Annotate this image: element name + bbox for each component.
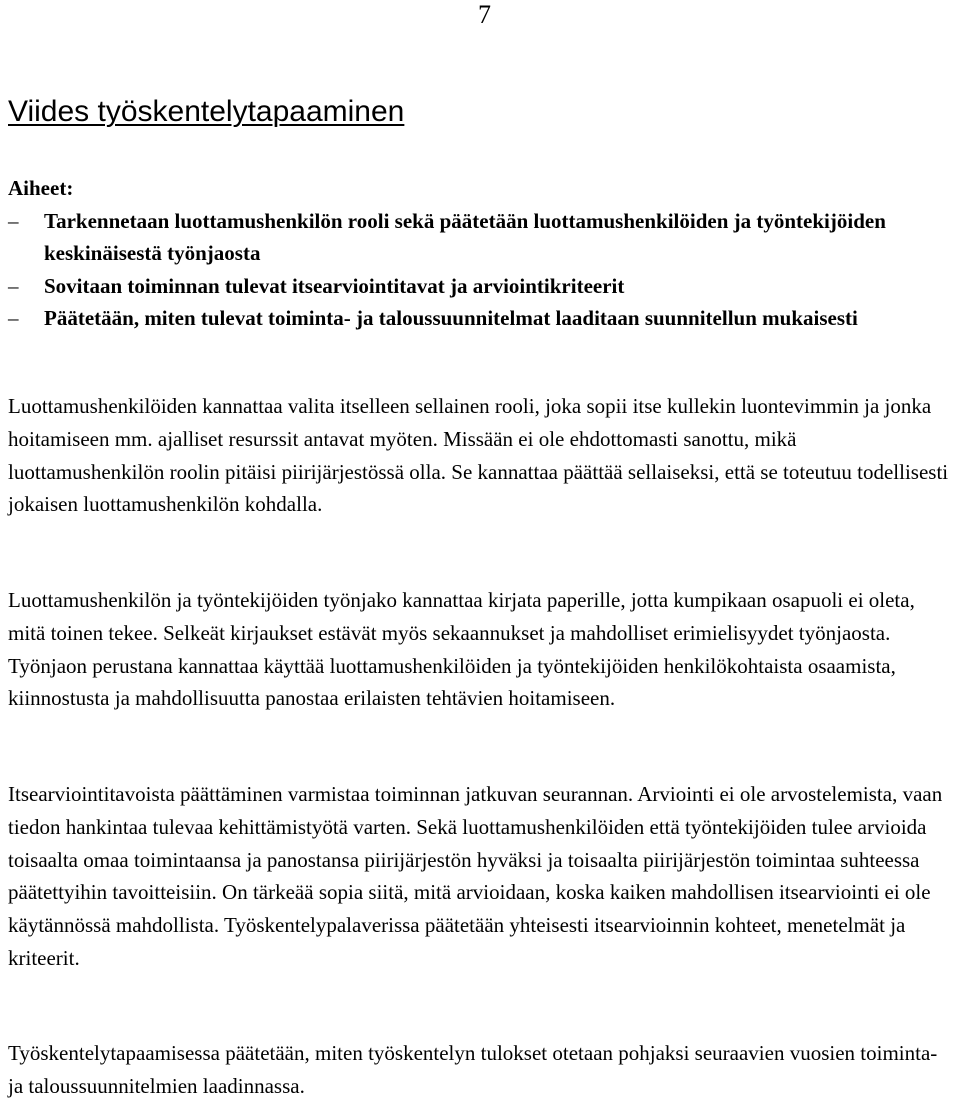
topic-list <box>8 205 953 335</box>
topic-text: Tarkennetaan luottamushenkilön rooli sekä päätetään luottamushenkilöiden ja työntekijöiden keskinäisestä työnjaosta <box>44 208 886 266</box>
paragraph-self-evaluation: Itsearviointitavoista päättäminen varmistaa toiminnan jatkuvan seurannan. Arviointi ei ole arvostelemista, vaan tiedon hankintaa tulevaa kehittämistyötä varten. Sekä luottamushenkilöiden että työntekijöiden tulee arvioida toisaalta omaa toimintaansa ja panostansa piirijärjestön hyväksi ja toisaalta piirijärjestön toimintaa suhteessa päätettyihin tavoitteisiin. On tärkeää sopia siitä, mitä arvioidaan, koska kaiken mahdollisen itsearviointi ei ole käytännössä mahdollista. Työskentelypalaverissa päätetään yhteisesti itsearvioinnin kohteet, menetelmät ja kriteerit. <box>8 782 943 970</box>
page-number: 7 <box>478 0 491 29</box>
dash-bullet: – <box>8 306 19 331</box>
list-item <box>8 270 953 303</box>
topic-text: Päätetään, miten tulevat toiminta- ja taloussuunnitelmat laaditaan suunnitellun mukaisesti <box>44 306 858 331</box>
paragraph-planning: Työskentelytapaamisessa päätetään, miten työskentelyn tulokset otetaan pohjaksi seuraavien vuosien toiminta- ja taloussuunnitelmien laadinnassa. <box>8 1041 938 1098</box>
dash-bullet: – <box>8 208 19 233</box>
dash-bullet: – <box>8 273 19 298</box>
topics-label: Aiheet: <box>8 176 74 200</box>
paragraph-division-of-work: Luottamushenkilön ja työntekijöiden työnjako kannattaa kirjata paperille, jotta kumpikaan osapuoli ei oleta, mitä toinen tekee. Selkeät kirjaukset estävät myös sekaannukset ja mahdolliset erimielisyydet työnjaosta. Työnjaon perustana kannattaa käyttää luottamushenkilöiden ja työntekijöiden henkilökohtaista osaamista, kiinnostusta ja mahdollisuutta panostaa erilaisten tehtävien hoitamiseen. <box>8 588 915 711</box>
topic-text: Sovitaan toiminnan tulevat itsearviointitavat ja arviointikriteerit <box>44 273 625 298</box>
page-title: Viides työskentelytapaaminen <box>8 95 405 128</box>
list-item <box>8 205 953 270</box>
list-item <box>8 302 953 335</box>
topics-section <box>8 172 953 335</box>
paragraph-roles: Luottamushenkilöiden kannattaa valita itselleen sellainen rooli, joka sopii itse kullekin luontevimmin ja jonka hoitamiseen mm. ajalliset resurssit antavat myöten. Missään ei ole ehdottomasti sanottu, mikä luottamushenkilön roolin pitäisi piirijärjestössä olla. Se kannattaa päättää sellaiseksi, että se toteutuu todellisesti jokaisen luottamushenkilön kohdalla. <box>8 394 949 517</box>
